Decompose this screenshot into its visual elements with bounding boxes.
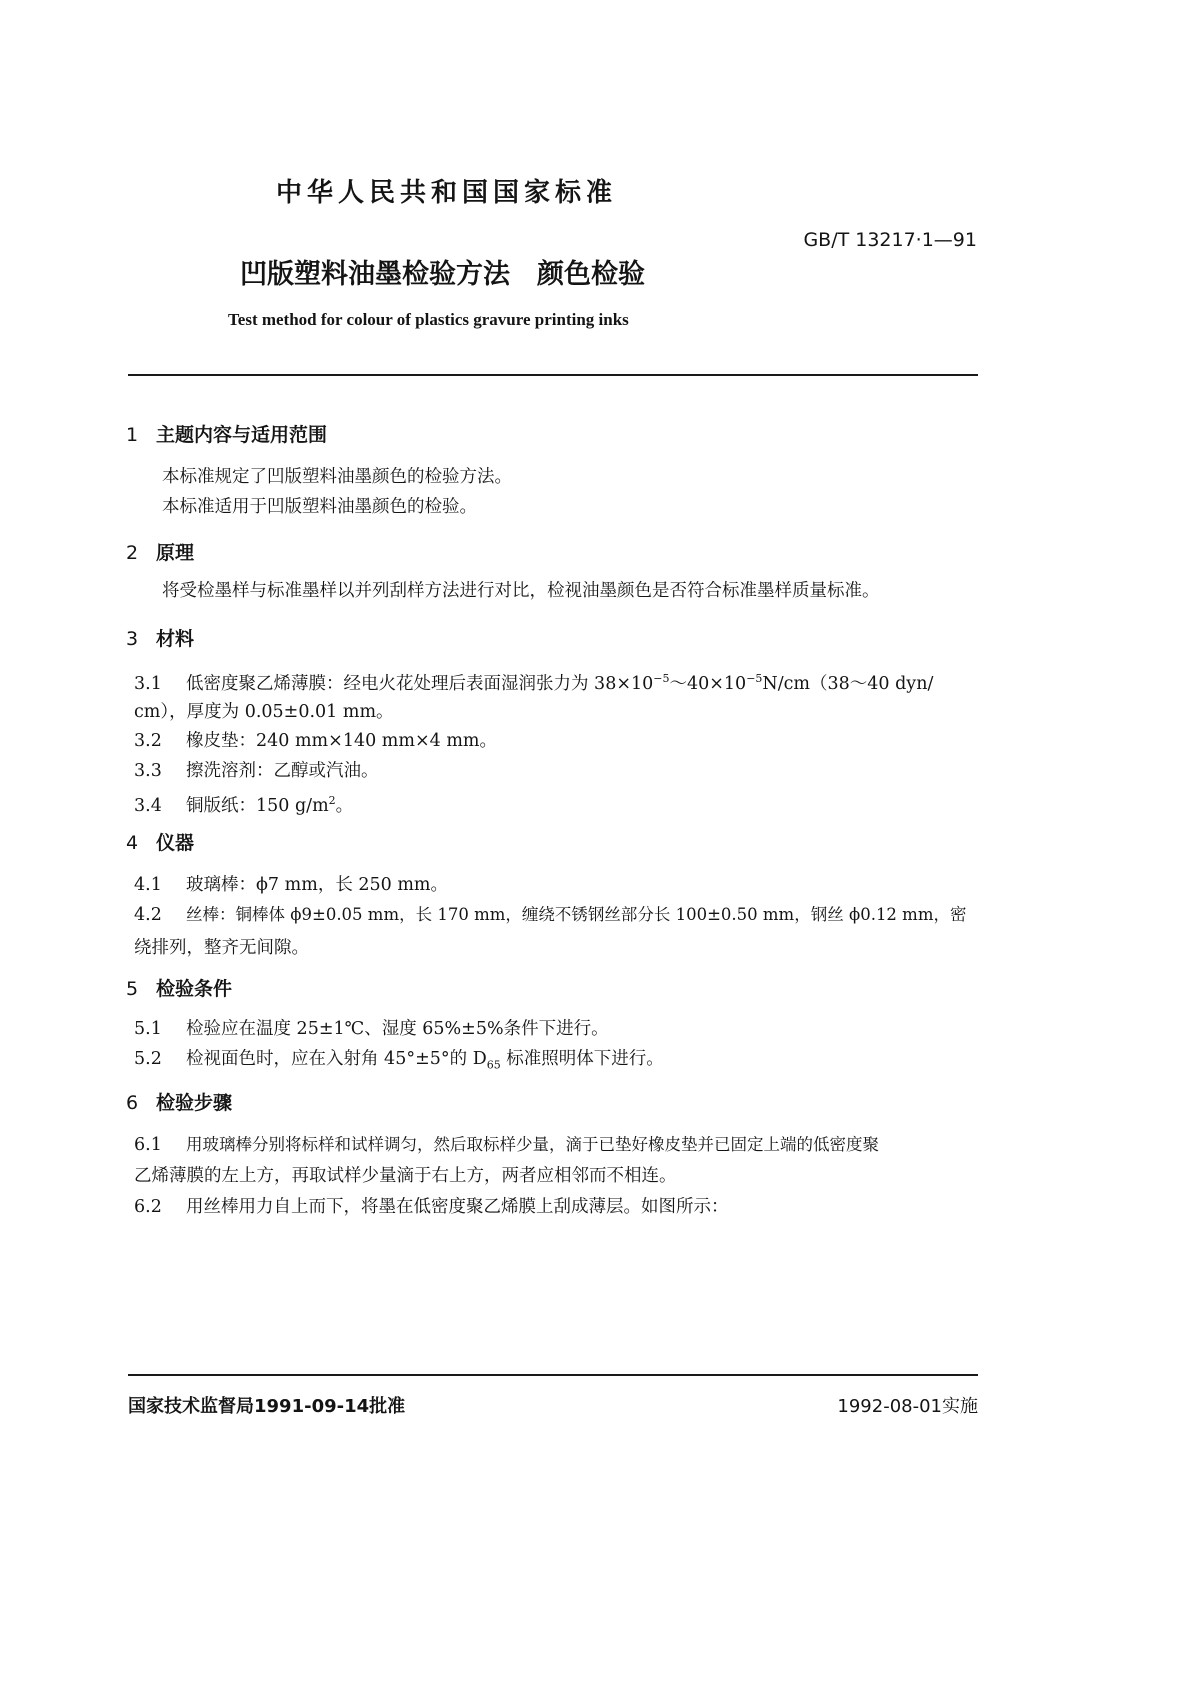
item-3-4-sup: 2	[328, 794, 336, 807]
section-2-title: 原理	[156, 542, 195, 564]
section-5-heading	[126, 974, 232, 1001]
item-3-2-number: 3.2	[134, 731, 162, 751]
item-3-1	[134, 664, 1064, 699]
item-4-2-continuation: 绕排列，整齐无间隙。	[134, 938, 309, 958]
item-3-3-text: 擦洗溶剂：乙醇或汽油。	[186, 761, 379, 781]
item-3-4-number: 3.4	[134, 795, 162, 816]
item-4-2	[134, 900, 1064, 930]
section-5-title: 检验条件	[156, 978, 233, 1000]
section-6-heading	[126, 1088, 232, 1115]
section-2-number: 2	[126, 542, 139, 564]
section-1-paragraph-2: 本标准适用于凹版塑料油墨颜色的检验。	[162, 497, 477, 517]
item-5-2-number: 5.2	[134, 1049, 162, 1069]
item-4-1	[134, 870, 1064, 900]
document-title: 凹版塑料油墨检验方法 颜色检验	[240, 259, 645, 290]
item-4-2-text: 丝棒：铜棒体 ϕ9±0.05 mm，长 170 mm，缠绕不锈钢丝部分长 100±0.50 mm，钢丝 ϕ0.12 mm，密	[186, 905, 967, 924]
item-3-2-text: 橡皮垫：240 mm×140 mm×4 mm。	[186, 731, 498, 751]
item-3-1-number: 3.1	[134, 673, 162, 694]
item-6-1	[134, 1130, 1064, 1160]
section-4-heading	[126, 828, 194, 855]
item-6-1-number: 6.1	[134, 1135, 162, 1155]
item-3-1-continuation: cm），厚度为 0.05±0.01 mm。	[134, 702, 394, 722]
item-4-2-number: 4.2	[134, 905, 162, 925]
item-5-2-text-b: 标准照明体下进行。	[500, 1049, 664, 1069]
item-6-1-continuation: 乙烯薄膜的左上方，再取试样少量滴于右上方，两者应相邻而不相连。	[134, 1166, 677, 1186]
section-4-number: 4	[126, 832, 139, 854]
section-1-title: 主题内容与适用范围	[156, 424, 328, 446]
item-4-1-text: 玻璃棒：ϕ7 mm，长 250 mm。	[186, 875, 449, 895]
standard-code: GB/T 13217·1—91	[803, 229, 977, 251]
item-6-2-number: 6.2	[134, 1197, 162, 1217]
item-5-2-text-a: 检视面色时，应在入射角 45°±5°的 D	[186, 1049, 487, 1069]
item-3-4	[134, 786, 1064, 821]
section-3-title: 材料	[156, 628, 195, 650]
item-3-3-number: 3.3	[134, 761, 162, 781]
section-2-heading	[126, 538, 194, 565]
section-3-heading	[126, 624, 194, 651]
item-5-2-sub: 65	[486, 1058, 501, 1072]
item-3-3	[134, 756, 1064, 786]
item-5-1-number: 5.1	[134, 1019, 162, 1039]
national-standard-heading: 中华人民共和国国家标准	[276, 178, 618, 208]
item-3-2	[134, 726, 1064, 756]
item-4-1-number: 4.1	[134, 875, 162, 895]
section-2-paragraph: 将受检墨样与标准墨样以并列刮样方法进行对比，检视油墨颜色是否符合标准墨样质量标准。	[162, 581, 880, 601]
item-3-1-sup-1: −5	[653, 672, 670, 685]
section-6-title: 检验步骤	[156, 1092, 233, 1114]
item-3-4-text-b: 。	[335, 795, 354, 816]
item-3-1-sup-2: −5	[746, 672, 763, 685]
item-6-1-text: 用玻璃棒分别将标样和试样调匀，然后取标样少量，滴于已垫好橡皮垫并已固定上端的低密度聚	[186, 1135, 879, 1154]
item-3-4-text-a: 铜版纸：150 g/m	[186, 795, 329, 816]
header-divider	[128, 374, 978, 376]
item-6-2	[134, 1192, 1064, 1222]
section-1-paragraph-1: 本标准规定了凹版塑料油墨颜色的检验方法。	[162, 467, 512, 487]
section-6-number: 6	[126, 1092, 139, 1114]
document-title-english: Test method for colour of plastics gravure printing inks	[228, 310, 629, 329]
footer-divider	[128, 1374, 978, 1376]
section-4-title: 仪器	[156, 832, 195, 854]
section-5-number: 5	[126, 978, 139, 1000]
section-1-number: 1	[126, 424, 139, 446]
item-5-2	[134, 1044, 1064, 1081]
item-3-1-text-a: 低密度聚乙烯薄膜：经电火花处理后表面湿润张力为 38×10	[186, 673, 654, 694]
item-3-1-text-c: N/cm（38～40 dyn/	[762, 673, 934, 694]
item-6-2-text: 用丝棒用力自上而下，将墨在低密度聚乙烯膜上刮成薄层。如图所示：	[186, 1197, 729, 1217]
item-3-1-text-b: ～40×10	[669, 673, 747, 694]
item-5-1	[134, 1014, 1064, 1044]
approval-line: 国家技术监督局1991-09-14批准	[128, 1396, 406, 1417]
section-1-heading	[126, 420, 327, 447]
item-5-1-text: 检验应在温度 25±1℃、湿度 65%±5%条件下进行。	[186, 1019, 609, 1039]
implementation-date: 1992-08-01实施	[837, 1396, 978, 1417]
section-3-number: 3	[126, 628, 139, 650]
